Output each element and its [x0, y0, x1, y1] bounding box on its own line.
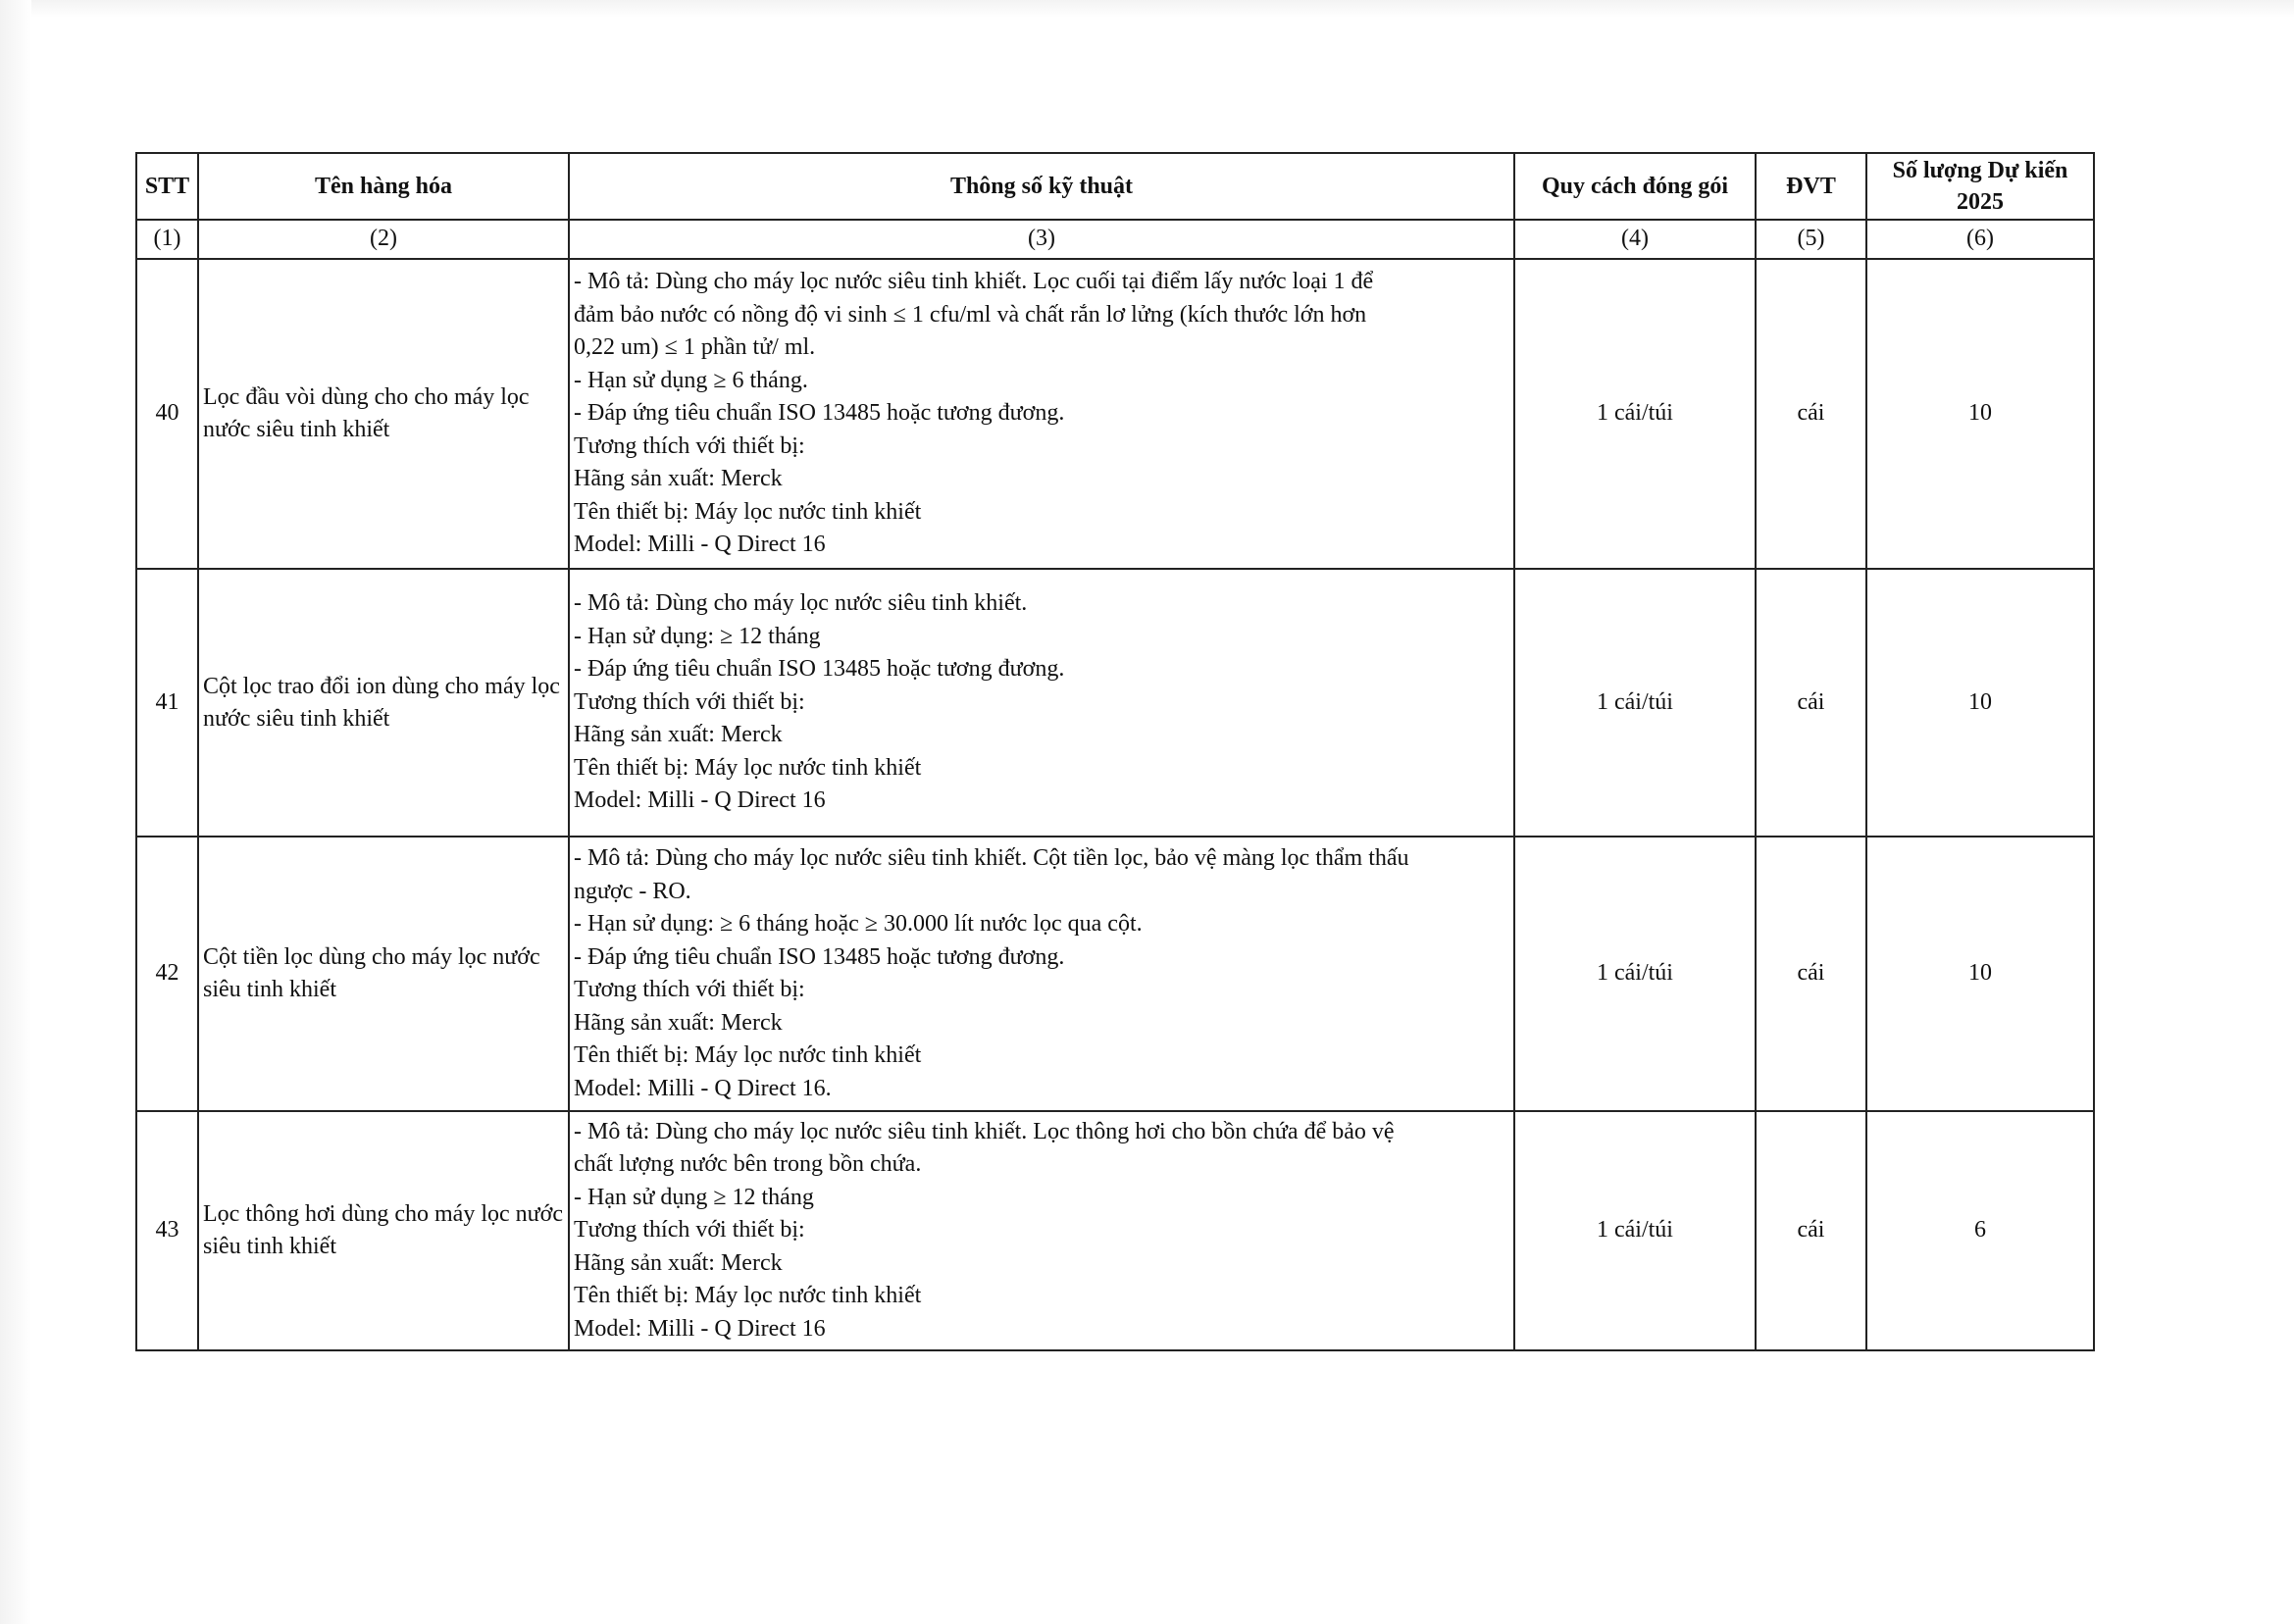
row-spec [569, 837, 1514, 1111]
scan-edge-left [0, 0, 31, 1624]
spec-line: - Hạn sử dụng: ≥ 12 tháng [574, 623, 821, 649]
spec-line: 0,22 um) ≤ 1 phần tử/ ml. [574, 334, 816, 361]
spec-line: - Đáp ứng tiêu chuẩn ISO 13485 hoặc tương đương. [574, 943, 1065, 970]
column-number: (2) [198, 220, 569, 259]
spec-line: - Hạn sử dụng: ≥ 6 tháng hoặc ≥ 30.000 lít nước lọc qua cột. [574, 911, 1143, 937]
spec-line: Tương thích với thiết bị: [574, 977, 805, 1002]
spec-line: ngược - RO. [574, 878, 691, 904]
spec-line: Tên thiết bị: Máy lọc nước tinh khiết [574, 498, 922, 525]
header-name: Tên hàng hóa [198, 153, 569, 220]
spec-line: Model: Milli - Q Direct 16. [574, 1075, 832, 1101]
row-stt: 43 [136, 1111, 198, 1350]
row-stt: 41 [136, 569, 198, 837]
row-packing: 1 cái/túi [1514, 1111, 1756, 1350]
spec-line: - Đáp ứng tiêu chuẩn ISO 13485 hoặc tương đương. [574, 656, 1065, 683]
row-qty: 6 [1866, 1111, 2094, 1350]
spec-line: - Đáp ứng tiêu chuẩn ISO 13485 hoặc tương đương. [574, 400, 1065, 427]
row-packing: 1 cái/túi [1514, 569, 1756, 837]
spec-line: Tương thích với thiết bị: [574, 432, 805, 459]
row-spec [569, 569, 1514, 837]
header-row [136, 153, 2094, 220]
spec-line: Tương thích với thiết bị: [574, 688, 805, 715]
column-number: (1) [136, 220, 198, 259]
spec-line: - Mô tả: Dùng cho máy lọc nước siêu tinh khiết. Lọc cuối tại điểm lấy nước loại 1 để [574, 269, 1374, 295]
header-stt: STT [136, 153, 198, 220]
row-spec [569, 259, 1514, 569]
row-qty: 10 [1866, 569, 2094, 837]
spec-line: Tên thiết bị: Máy lọc nước tinh khiết [574, 1042, 922, 1068]
spec-line: - Mô tả: Dùng cho máy lọc nước siêu tinh khiết. Lọc thông hơi cho bồn chứa để bảo vệ [574, 1118, 1395, 1144]
column-number: (5) [1756, 220, 1866, 259]
spec-line: Model: Milli - Q Direct 16 [574, 787, 826, 814]
row-unit: cái [1756, 837, 1866, 1111]
table-row [136, 1111, 2094, 1350]
spec-line: Model: Milli - Q Direct 16 [574, 532, 826, 558]
scan-edge-top [0, 0, 2294, 18]
spec-line: Tên thiết bị: Máy lọc nước tinh khiết [574, 1283, 922, 1309]
spec-line: Hãng sản xuất: Merck [574, 466, 783, 492]
row-unit: cái [1756, 569, 1866, 837]
row-stt: 42 [136, 837, 198, 1111]
spec-line: - Mô tả: Dùng cho máy lọc nước siêu tinh khiết. Cột tiền lọc, bảo vệ màng lọc thẩm thấu [574, 845, 1409, 871]
column-number: (6) [1866, 220, 2094, 259]
spec-line: Hãng sản xuất: Merck [574, 1009, 783, 1036]
header-unit: ĐVT [1756, 153, 1866, 220]
row-qty: 10 [1866, 259, 2094, 569]
spec-line: Tương thích với thiết bị: [574, 1217, 805, 1243]
row-packing: 1 cái/túi [1514, 259, 1756, 569]
table-row [136, 837, 2094, 1111]
table-row [136, 259, 2094, 569]
column-number-row [136, 220, 2094, 259]
row-stt: 40 [136, 259, 198, 569]
spec-line: Hãng sản xuất: Merck [574, 1249, 783, 1276]
table-row [136, 569, 2094, 837]
spec-line: Model: Milli - Q Direct 16 [574, 1315, 826, 1342]
spec-line: - Mô tả: Dùng cho máy lọc nước siêu tinh khiết. [574, 590, 1028, 617]
row-qty: 10 [1866, 837, 2094, 1111]
specification-table [135, 152, 2095, 1351]
row-item-name: Lọc đầu vòi dùng cho cho máy lọc nước siêu tinh khiết [198, 259, 569, 569]
header-spec: Thông số kỹ thuật [569, 153, 1514, 220]
column-number: (4) [1514, 220, 1756, 259]
spec-line: - Hạn sử dụng ≥ 6 tháng. [574, 367, 808, 393]
row-unit: cái [1756, 259, 1866, 569]
row-item-name: Lọc thông hơi dùng cho máy lọc nước siêu tinh khiết [198, 1111, 569, 1350]
header-packing: Quy cách đóng gói [1514, 153, 1756, 220]
spec-line: Tên thiết bị: Máy lọc nước tinh khiết [574, 754, 922, 781]
column-number: (3) [569, 220, 1514, 259]
row-packing: 1 cái/túi [1514, 837, 1756, 1111]
spec-line: Hãng sản xuất: Merck [574, 722, 783, 748]
spec-line: đảm bảo nước có nồng độ vi sinh ≤ 1 cfu/ml và chất rắn lơ lửng (kích thước lớn hơn [574, 301, 1367, 328]
row-item-name: Cột tiền lọc dùng cho máy lọc nước siêu tinh khiết [198, 837, 569, 1111]
row-spec [569, 1111, 1514, 1350]
row-unit: cái [1756, 1111, 1866, 1350]
spec-line: chất lượng nước bên trong bồn chứa. [574, 1151, 922, 1178]
row-item-name: Cột lọc trao đổi ion dùng cho máy lọc nước siêu tinh khiết [198, 569, 569, 837]
spec-line: - Hạn sử dụng ≥ 12 tháng [574, 1184, 814, 1210]
header-qty: Số lượng Dự kiến 2025 [1866, 153, 2094, 220]
